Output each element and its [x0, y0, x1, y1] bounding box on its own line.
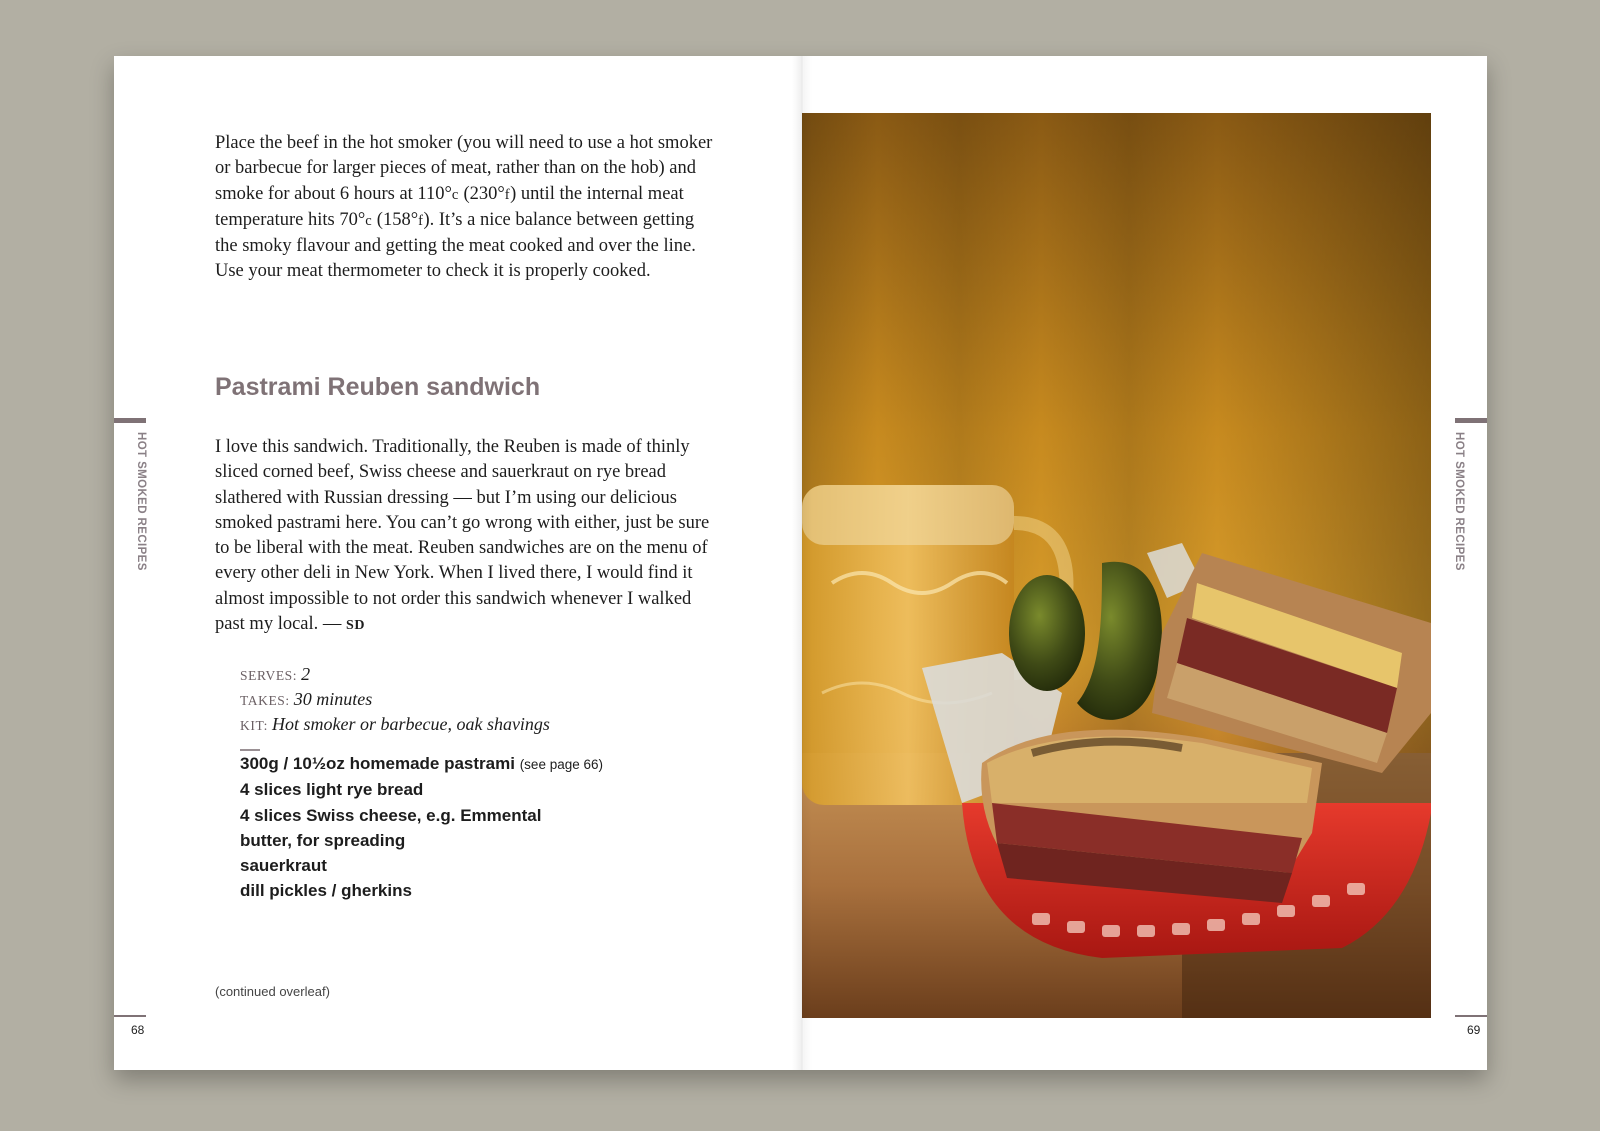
ingredient-item: 300g / 10½oz homemade pastrami (see page 66): [240, 754, 603, 773]
section-side-label: HOT SMOKED RECIPES: [135, 432, 147, 571]
page-number: 69: [1467, 1023, 1481, 1037]
takes-label: TAKES:: [240, 693, 290, 708]
folio-rule: [1455, 1015, 1487, 1017]
folio-rule: [114, 1015, 146, 1017]
kit-value: Hot smoker or barbecue, oak shavings: [271, 714, 550, 734]
ingredient-list: [240, 751, 760, 904]
author-signature: SD: [346, 618, 365, 634]
section-side-label: HOT SMOKED RECIPES: [1453, 432, 1465, 571]
reuben-sandwich-photo: [802, 113, 1431, 1018]
intro-paragraph: I love this sandwich. Traditionally, the Reuben is made of thinly sliced corned beef, Swiss cheese and sauerkraut on rye bread slathered with Russian dressing — but I’m using our delicious smoked pastrami here. You can’t go wrong with either, just be sure to be liberal with the meat. Reuben sandwiches are on the menu of every other deli in New York. When I lived there, I would find it almost impossible to not order this sandwich whenever I walked past my local. — SD: [215, 437, 710, 635]
recipe-title: Pastrami Reuben sandwich: [215, 373, 541, 401]
serves-label: SERVES:: [240, 668, 298, 683]
ingredient-item: 4 slices Swiss cheese, e.g. Emmental: [240, 805, 542, 825]
book-gutter: [792, 56, 812, 1070]
serves-row: [240, 662, 740, 687]
ingredient-item: sauerkraut: [240, 856, 327, 876]
ingredient-note: (see page 66): [519, 757, 603, 772]
serves-value: 2: [301, 664, 311, 684]
recipe-meta: [240, 662, 740, 764]
right-page: [802, 56, 1487, 1070]
section-tab-bar: [1455, 418, 1487, 423]
ingredient-item: dill pickles / gherkins: [240, 881, 412, 901]
ingredient-item: 4 slices light rye bread: [240, 780, 424, 800]
takes-value: 30 minutes: [293, 689, 373, 709]
page-number: 68: [131, 1023, 145, 1037]
kit-label: KIT:: [240, 718, 268, 733]
left-page: [114, 56, 802, 1070]
continued-note: (continued overleaf): [215, 984, 330, 999]
section-tab-bar: [114, 418, 146, 423]
book-spread: [114, 56, 1487, 1070]
takes-row: [240, 687, 740, 712]
ingredient-item: butter, for spreading: [240, 830, 406, 850]
top-paragraph: Place the beef in the hot smoker (you will need to use a hot smoker or barbecue for larger pieces of meat, rather than on the hob) and smoke for about 6 hours at 110°c (230°f) until the internal meat temperature hits 70°c (158°f). It’s a nice balance between getting the smoky flavour and getting the meat cooked and over the line. Use your meat thermometer to check it is properly cooked.: [215, 133, 713, 282]
kit-row: [240, 712, 740, 737]
